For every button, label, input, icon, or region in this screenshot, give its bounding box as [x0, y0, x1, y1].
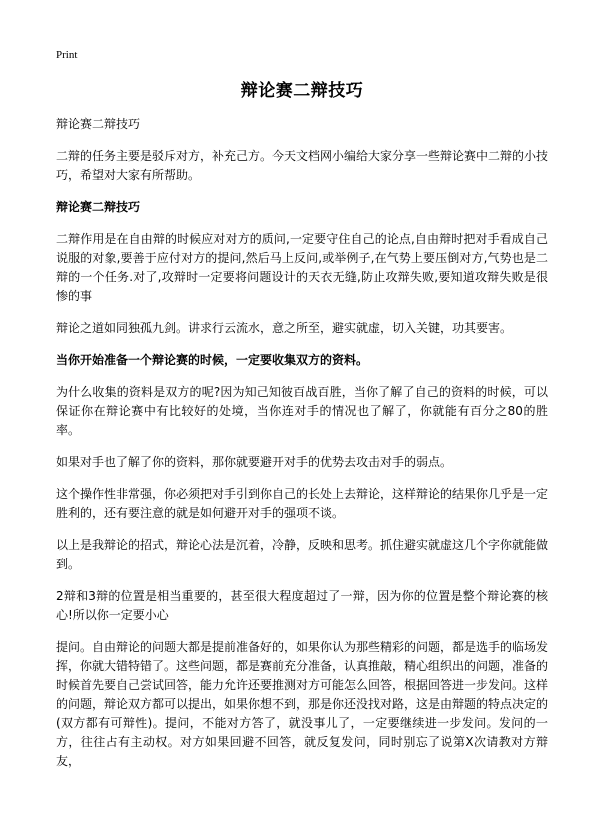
- section-heading: 当你开始准备一个辩论赛的时候，一定要收集双方的资料。: [56, 353, 369, 367]
- print-label: Print: [56, 49, 78, 61]
- paragraph: 为什么收集的资料是双方的呢?因为知己知彼百战百胜，当你了解了自己的资料的时候，可以保证你在辩论赛中有比较好的处境，当你连对手的情况也了解了，你就能有百分之80的胜率。: [56, 385, 548, 437]
- document-body: [56, 115, 548, 771]
- document-title: 辩论赛二辩技巧: [240, 81, 364, 101]
- paragraph: 辩论赛二辩技巧: [56, 117, 141, 131]
- paragraph: 提问。自由辩论的问题大都是提前准备好的，如果你认为那些精彩的问题，都是选手的临场发挥，你就大错特错了。这些问题，都是赛前充分准备，认真推敲，精心组织出的问题，准备的时候首先要自己尝试回答，能力允许还要推测对方可能怎么回答，根据回答进一步发问。这样的问题，辩论双方都可以提出，如果你想不到，那是你还没找对路，这是由辩题的特点决定的(双方都有可辩性)。提问，不能对方答了，就没事儿了，一定要继续进一步发问。发问的一方，往往占有主动权。对方如果回避不回答，就反复发问，同时别忘了说第X次请教对方辩友，: [56, 640, 549, 768]
- paragraph: 2辩和3辩的位置是相当重要的，甚至很大程度超过了一辩，因为你的位置是整个辩论赛的核心!所以你一定要小心: [56, 589, 548, 622]
- paragraph: 辩论之道如同独孤九剑。讲求行云流水，意之所至，避实就虚，切入关键，功其要害。: [56, 321, 513, 335]
- paragraph: 二辩的任务主要是驳斥对方，补充己方。今天文档网小编给大家分享一些辩论赛中二辩的小技巧，希望对大家有所帮助。: [56, 149, 549, 182]
- paragraph: 这个操作性非常强，你必须把对手引到你自己的长处上去辩论，这样辩论的结果你几乎是一定胜利的，还有要注意的就是如何避开对手的强项不谈。: [56, 487, 549, 520]
- paragraph: 如果对手也了解了你的资料，那你就要避开对手的优势去攻击对手的弱点。: [56, 455, 453, 469]
- section-heading: 辩论赛二辩技巧: [56, 200, 141, 214]
- paragraph: 以上是我辩论的招式，辩论心法是沉着，冷静，反映和思考。抓住避实就虚这几个字你就能做到。: [56, 538, 549, 571]
- paragraph: 二辩作用是在自由辩的时候应对对方的质问,一定要守住自己的论点,自由辩时把对手看成自己说服的对象,要善于应付对方的提问,然后马上反问,或举例子,在气势上要压倒对方,气势也是二辩的一个任务.对了,攻辩时一定要将问题设计的天衣无缝,防止攻辩失败,要知道攻辩失败是很惨的事: [56, 232, 548, 303]
